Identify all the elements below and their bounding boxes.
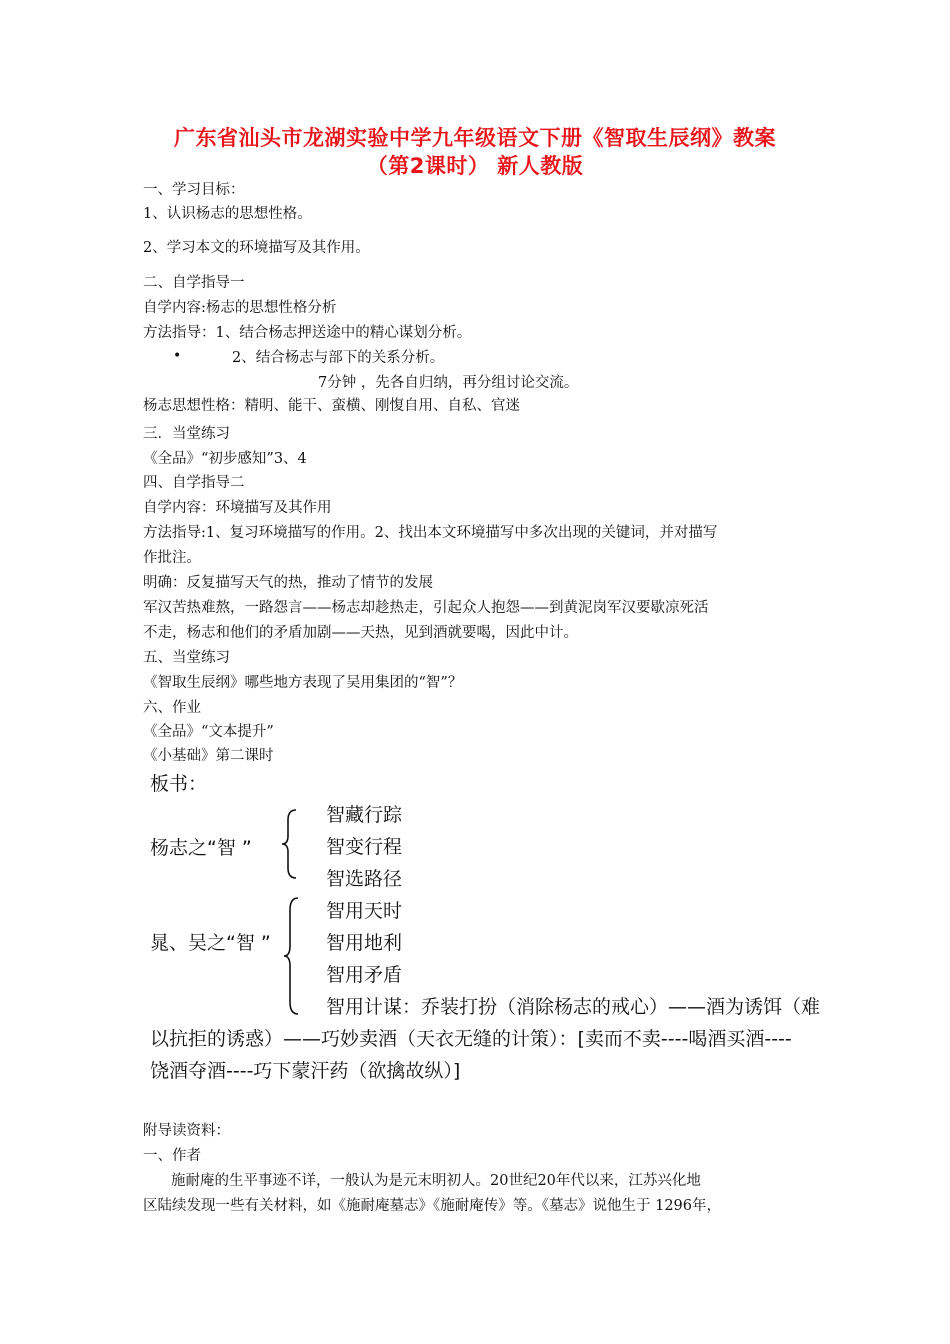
board-group1-item: 智变行程 bbox=[326, 836, 403, 858]
bullet-marker: • bbox=[173, 348, 182, 364]
text-line: 附导读资料： bbox=[143, 1123, 230, 1139]
board-group1-item: 智藏行踪 bbox=[326, 804, 403, 826]
brace-icon bbox=[282, 896, 302, 1016]
section-heading: 二、自学指导一 bbox=[143, 275, 245, 291]
text-line: 施耐庵的生平事迹不详，一般认为是元末明初人。20世纪20年代以来，江苏兴化地 bbox=[171, 1173, 701, 1189]
board-group2-item: 智用天时 bbox=[326, 900, 403, 922]
board-group2-item: 智用计谋：乔装打扮（消除杨志的戒心）——酒为诱饵（难 bbox=[326, 996, 821, 1018]
board-heading: 板书： bbox=[150, 773, 208, 795]
section-heading: 六、作业 bbox=[143, 700, 201, 716]
board-group1-label: 杨志之“智 ” bbox=[150, 837, 252, 859]
board-continuation: 以抗拒的诱惑）——巧妙卖酒（天衣无缝的计策）：[卖而不卖----喝酒买酒---- bbox=[150, 1028, 792, 1050]
brace-icon bbox=[280, 808, 300, 880]
board-group1-item: 智选路径 bbox=[326, 868, 403, 890]
text-line: 1、认识杨志的思想性格。 bbox=[143, 206, 312, 222]
board-group2-item: 智用矛盾 bbox=[326, 964, 403, 986]
text-line: 不走，杨志和他们的矛盾加剧——天热，见到酒就要喝，因此中计。 bbox=[143, 625, 578, 641]
text-line: 7分钟 ，先各自归纳，再分组讨论交流。 bbox=[318, 375, 579, 391]
text-line: 2、结合杨志与部下的关系分析。 bbox=[232, 350, 445, 366]
board-group2-label: 晁、吴之“智 ” bbox=[150, 932, 271, 954]
section-heading: 四、自学指导二 bbox=[143, 475, 245, 491]
doc-title-line2: （第2课时） 新人教版 bbox=[366, 154, 584, 178]
text-line: 自学内容:杨志的思想性格分析 bbox=[143, 300, 337, 316]
text-line: 作批注。 bbox=[143, 550, 201, 566]
text-line: 军汉苦热难熬，一路怨言——杨志却趁热走，引起众人抱怨——到黄泥岗军汉要歇凉死活 bbox=[143, 600, 709, 616]
board-continuation: 饶酒夺酒----巧下蒙汗药（欲擒故纵）] bbox=[150, 1060, 461, 1082]
text-line: 《小基础》第二课时 bbox=[143, 748, 274, 764]
text-line: 区陆续发现一些有关材料，如《施耐庵墓志》《施耐庵传》等。《墓志》说他生于 1296年， bbox=[143, 1198, 722, 1214]
section-heading: 三．当堂练习 bbox=[143, 426, 230, 442]
text-line: 《全品》“初步感知”3、4 bbox=[143, 451, 307, 467]
text-line: 方法指导:1、复习环境描写的作用。2、找出本文环境描写中多次出现的关键词，并对描写 bbox=[143, 525, 718, 541]
text-line: 明确：反复描写天气的热，推动了情节的发展 bbox=[143, 575, 433, 591]
section-heading: 一、作者 bbox=[143, 1148, 201, 1164]
text-line: 2、学习本文的环境描写及其作用。 bbox=[143, 240, 370, 256]
text-line: 杨志思想性格：精明、能干、蛮横、刚愎自用、自私、官迷 bbox=[143, 398, 520, 414]
section-heading: 五、当堂练习 bbox=[143, 650, 230, 666]
text-line: 《智取生辰纲》哪些地方表现了吴用集团的“智”？ bbox=[143, 675, 463, 691]
text-line: 《全品》“文本提升” bbox=[143, 724, 274, 740]
text-line: 自学内容：环境描写及其作用 bbox=[143, 500, 332, 516]
text-line: 方法指导：1、结合杨志押送途中的精心谋划分析。 bbox=[143, 325, 472, 341]
doc-title-line1: 广东省汕头市龙湖实验中学九年级语文下册《智取生辰纲》教案 bbox=[174, 126, 776, 150]
section-heading: 一、学习目标： bbox=[143, 182, 245, 198]
board-group2-item: 智用地利 bbox=[326, 932, 403, 954]
